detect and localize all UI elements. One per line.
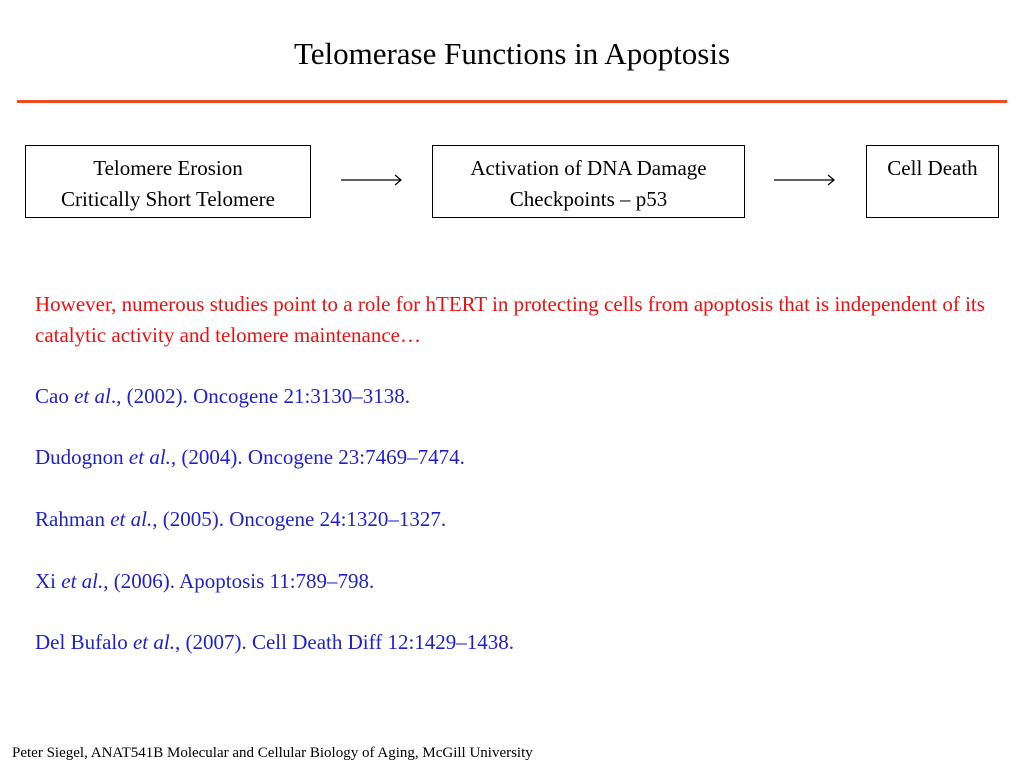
slide-title: Telomerase Functions in Apoptosis — [293, 36, 731, 71]
reference-etal: et al. — [61, 569, 104, 593]
reference-item — [35, 504, 446, 535]
reference-author: Xi — [35, 569, 62, 593]
flow-step-telomere-erosion — [25, 145, 311, 218]
flow-step-line: Activation of DNA Damage — [470, 156, 707, 180]
flow-step-cell-death — [866, 145, 999, 218]
flow-step-line: Telomere Erosion — [93, 156, 243, 180]
reference-etal: et al. — [132, 630, 175, 654]
reference-citation: , (2007). Cell Death Diff 12:1429–1438. — [174, 630, 515, 654]
reference-author: Dudognon — [35, 445, 129, 469]
reference-etal: et al — [74, 384, 111, 408]
reference-citation: , (2006). Apoptosis 11:789–798. — [103, 569, 375, 593]
slide-footer: Peter Siegel, ANAT541B Molecular and Cellular Biology of Aging, McGill University — [12, 745, 533, 761]
statement-text: However, numerous studies point to a role for hTERT in protecting cells from apoptosis that is independent of its catalytic activity and telomere maintenance… — [35, 292, 985, 347]
flow-step-line: Critically Short Telomere — [61, 187, 275, 211]
title-divider — [17, 100, 1007, 103]
reference-citation: ., (2002). Oncogene 21:3130–3138. — [110, 384, 411, 408]
right-arrow-icon — [340, 171, 404, 189]
reference-item — [35, 442, 465, 473]
reference-author: Cao — [35, 384, 75, 408]
reference-author: Del Bufalo — [35, 630, 133, 654]
reference-item — [35, 627, 514, 658]
reference-item — [35, 381, 410, 412]
reference-citation: , (2005). Oncogene 24:1320–1327. — [152, 507, 447, 531]
reference-author: Rahman — [35, 507, 111, 531]
reference-etal: et al. — [110, 507, 153, 531]
reference-item — [35, 566, 374, 597]
flow-step-line: Checkpoints – p53 — [509, 187, 668, 211]
reference-etal: et al. — [128, 445, 171, 469]
flow-step-dna-damage-activation — [432, 145, 745, 218]
right-arrow-icon — [773, 171, 837, 189]
reference-citation: , (2004). Oncogene 23:7469–7474. — [170, 445, 465, 469]
flow-step-line: Cell Death — [887, 156, 978, 180]
